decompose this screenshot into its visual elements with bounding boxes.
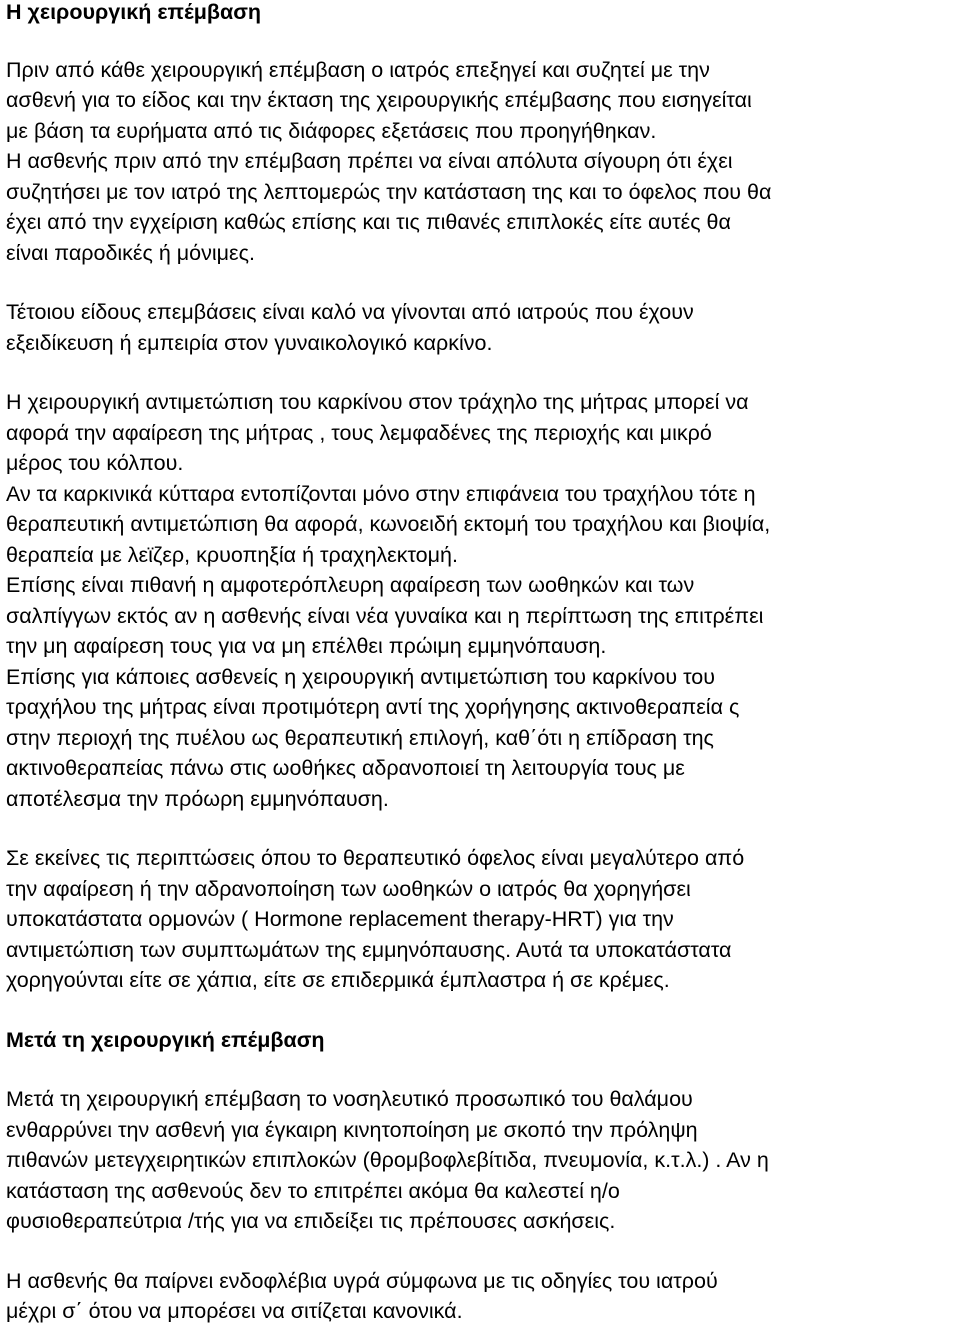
text-line: θεραπεία με λεϊζερ, κρυοπηξία ή τραχηλεκτομή. bbox=[6, 542, 458, 567]
text-line: Η ασθενής θα παίρνει ενδοφλέβια υγρά σύμφωνα με τις οδηγίες του ιατρού bbox=[6, 1268, 718, 1293]
text-line: εξειδίκευση ή εμπειρία στον γυναικολογικό καρκίνο. bbox=[6, 330, 493, 355]
text-line: ακτινοθεραπείας πάνω στις ωοθήκες αδρανοποιεί τη λειτουργία τους με bbox=[6, 756, 685, 780]
text-line: μέχρι σ΄ ότου να μπορέσει να σιτίζεται κανονικά. bbox=[6, 1299, 463, 1323]
text-line: μέρος του κόλπου. bbox=[6, 451, 184, 475]
text-line: Μετά τη χειρουργική επέμβαση το νοσηλευτικό προσωπικό του θαλάμου bbox=[6, 1087, 693, 1111]
paragraph-surgical-treatment bbox=[6, 387, 956, 814]
text-line: Η ασθενής πριν από την επέμβαση πρέπει να είναι απόλυτα σίγουρη ότι έχει bbox=[6, 149, 733, 173]
text-line: την αφαίρεση ή την αδρανοποίηση των ωοθηκών ο ιατρός θα χορηγήσει bbox=[6, 876, 691, 901]
text-line: έχει από την εγχείριση καθώς επίσης και τις πιθανές επιπλοκές είτε αυτές θα bbox=[6, 210, 731, 234]
text-line: την μη αφαίρεση τους για να μη επέλθει πρώιμη εμμηνόπαυση. bbox=[6, 634, 607, 658]
text-line: αφορά την αφαίρεση της μήτρας , τους λεμφαδένες της περιοχής και μικρό bbox=[6, 420, 712, 445]
document-page bbox=[6, 0, 956, 1327]
text-line: αντιμετώπιση των συμπτωμάτων της εμμηνόπαυσης. Αυτά τα υποκατάστατα bbox=[6, 937, 732, 962]
text-line: στην περιοχή της πυέλου ως θεραπευτική επιλογή, καθ΄ότι η επίδραση της bbox=[6, 725, 714, 750]
text-line: χορηγούνται είτε σε χάπια, είτε σε επιδερμικά έμπλαστρα ή σε κρέμες. bbox=[6, 968, 670, 992]
text-line: Τέτοιου είδους επεμβάσεις είναι καλό να γίνονται από ιατρούς που έχουν bbox=[6, 300, 694, 324]
text-line: Πριν από κάθε χειρουργική επέμβαση ο ιατρός επεξηγεί και συζητεί με την bbox=[6, 57, 710, 82]
section-heading-surgery: Η χειρουργική επέμβαση bbox=[6, 0, 262, 24]
text-line: είναι παροδικές ή μόνιμες. bbox=[6, 240, 255, 265]
text-line: ασθενή για το είδος και την έκταση της χειρουργικής επέμβασης που εισηγείται bbox=[6, 88, 752, 112]
text-line: πιθανών μετεγχειρητικών επιπλοκών (θρομβοφλεβίτιδα, πνευμονία, κ.τ.λ.) . Αν η bbox=[6, 1148, 769, 1172]
text-line: Η χειρουργική αντιμετώπιση του καρκίνου στον τράχηλο της μήτρας μπορεί να bbox=[6, 390, 749, 414]
paragraph-pre-surgery-discussion bbox=[6, 55, 956, 269]
text-line: αποτέλεσμα την πρόωρη εμμηνόπαυση. bbox=[6, 786, 389, 811]
paragraph-post-op-mobilization bbox=[6, 1084, 956, 1237]
text-line: θεραπευτική αντιμετώπιση θα αφορά, κωνοειδή εκτομή του τραχήλου και βιοψία, bbox=[6, 512, 771, 536]
text-line: συζητήσει με τον ιατρό της λεπτομερώς την κατάσταση της και το όφελος που θα bbox=[6, 179, 772, 204]
text-line: Επίσης είναι πιθανή η αμφοτερόπλευρη αφαίρεση των ωοθηκών και των bbox=[6, 573, 695, 597]
text-line: με βάση τα ευρήματα από τις διάφορες εξετάσεις που προηγήθηκαν. bbox=[6, 118, 657, 143]
text-line: υποκατάστατα ορμονών ( Hormone replacement therapy-HRT) για την bbox=[6, 907, 674, 931]
text-line: τραχήλου της μήτρας είναι προτιμότερη αντί της χορήγησης ακτινοθεραπεία ς bbox=[6, 695, 740, 719]
text-line: ενθαρρύνει την ασθενή για έγκαιρη κινητοποίηση με σκοπό την πρόληψη bbox=[6, 1117, 698, 1142]
text-line: Αν τα καρκινικά κύτταρα εντοπίζονται μόνο στην επιφάνεια του τραχήλου τότε η bbox=[6, 481, 756, 506]
text-line: κατάσταση της ασθενούς δεν το επιτρέπει ακόμα θα καλεστεί η/ο bbox=[6, 1178, 620, 1203]
section-heading-after-surgery: Μετά τη χειρουργική επέμβαση bbox=[6, 1027, 325, 1052]
text-line: σαλπίγγων εκτός αν η ασθενής είναι νέα γυναίκα και η περίπτωση της επιτρέπει bbox=[6, 603, 764, 628]
paragraph-specialists bbox=[6, 297, 956, 358]
paragraph-iv-fluids bbox=[6, 1266, 956, 1327]
paragraph-hormone-replacement bbox=[6, 843, 956, 996]
text-line: φυσιοθεραπεύτρια /τής για να επιδείξει τις πρέπουσες ασκήσεις. bbox=[6, 1209, 616, 1233]
text-line: Επίσης για κάποιες ασθενείς η χειρουργική αντιμετώπιση του καρκίνου του bbox=[6, 664, 715, 689]
text-line: Σε εκείνες τις περιπτώσεις όπου το θεραπευτικό όφελος είναι μεγαλύτερο από bbox=[6, 846, 745, 870]
